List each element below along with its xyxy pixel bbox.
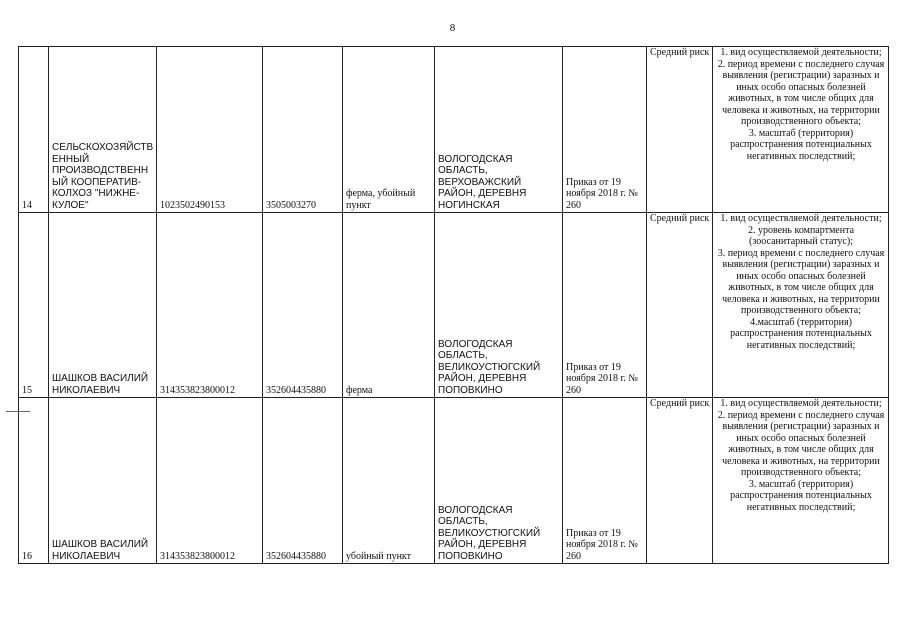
page-number: 8 [449,22,456,34]
registry-table [18,46,889,564]
org-name: ШАШКОВ ВАСИЛИЙ НИКОЛАЕВИЧ [49,213,157,398]
scan-artifact-line [6,411,30,412]
row-number: 16 [19,398,49,564]
inn-cell: 352604435880 [263,213,343,398]
inn-cell: 352604435880 [263,398,343,564]
address-cell: ВОЛОГОДСКАЯ ОБЛАСТЬ, ВЕЛИКОУСТЮГСКИЙ РАЙОН, ДЕРЕВНЯ ПОПОВКИНО [435,213,563,398]
inn-cell: 3505003270 [263,47,343,213]
org-name: СЕЛЬСКОХОЗЯЙСТВЕННЫЙ ПРОИЗВОДСТВЕННЫЙ КООПЕРАТИВ-КОЛХОЗ "НИЖНЕ-КУЛОЕ" [49,47,157,213]
row-number: 14 [19,47,49,213]
risk-cell: Средний риск [647,398,713,564]
criteria-cell: 1. вид осуществляемой деятельности; 2. период времени с последнего случая выявления (регистрации) заразных и иных особо опасных болезней животных, в том числе общих для человека и животных, на территории производственного объекта; 3. масштаб (территория) распространения потенциальных негативных последствий; [713,398,889,564]
risk-cell: Средний риск [647,47,713,213]
order-cell: Приказ от 19 ноября 2018 г. № 260 [563,213,647,398]
address-cell: ВОЛОГОДСКАЯ ОБЛАСТЬ, ВЕЛИКОУСТЮГСКИЙ РАЙОН, ДЕРЕВНЯ ПОПОВКИНО [435,398,563,564]
row-number: 15 [19,213,49,398]
risk-cell: Средний риск [647,213,713,398]
ogrn-cell: 314353823800012 [157,398,263,564]
order-cell: Приказ от 19 ноября 2018 г. № 260 [563,47,647,213]
object-type: ферма [343,213,435,398]
criteria-cell: 1. вид осуществляемой деятельности; 2. уровень компартмента (зоосанитарный статус); 3. период времени с последнего случая выявления (регистрации) заразных и иных особо опасных болезней животных, в том числе общих для человека и животных, на территории производственного объекта; 4.масштаб (территория) распространения потенциальных негативных последствий; [713,213,889,398]
order-cell: Приказ от 19 ноября 2018 г. № 260 [563,398,647,564]
ogrn-cell: 1023502490153 [157,47,263,213]
object-type: ферма, убойный пункт [343,47,435,213]
org-name: ШАШКОВ ВАСИЛИЙ НИКОЛАЕВИЧ [49,398,157,564]
object-type: убойный пункт [343,398,435,564]
table-row [19,398,889,564]
criteria-cell: 1. вид осуществляемой деятельности; 2. период времени с последнего случая выявления (регистрации) заразных и иных особо опасных болезней животных, в том числе общих для человека и животных, на территории производственного объекта; 3. масштаб (территория) распространения потенциальных негативных последствий; [713,47,889,213]
table-row [19,213,889,398]
address-cell: ВОЛОГОДСКАЯ ОБЛАСТЬ, ВЕРХОВАЖСКИЙ РАЙОН, ДЕРЕВНЯ НОГИНСКАЯ [435,47,563,213]
table-row [19,47,889,213]
ogrn-cell: 314353823800012 [157,213,263,398]
